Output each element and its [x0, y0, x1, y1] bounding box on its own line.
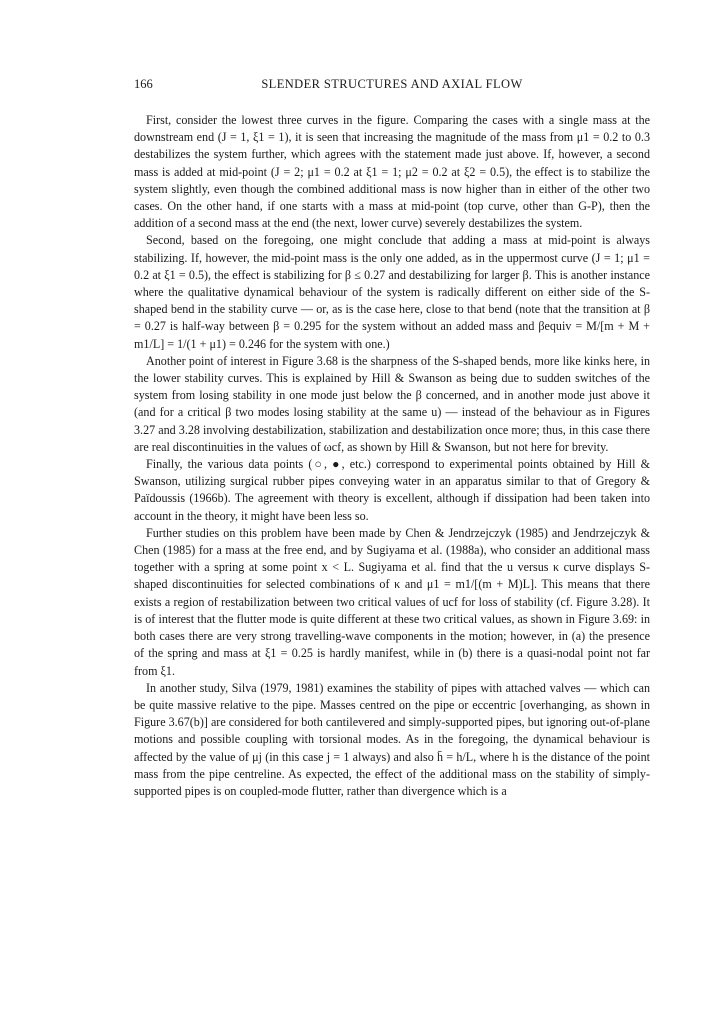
body-text — [134, 112, 650, 800]
page-header — [134, 77, 650, 97]
paragraph: In another study, Silva (1979, 1981) examines the stability of pipes with attached valves — which can be quite massive relative to the pipe. Masses centred on the pipe or eccentric [overhanging, as shown in Figure 3.67(b)] are considered for both cantilevered and simply-supported pipes, but ignoring out-of-plane motions and possible coupling with torsional modes. As in the foregoing, the dynamical behaviour is affected by the value of μj (in this case j = 1 always) and also h̄ = h/L, where h is the distance of the point mass from the pipe centreline. As expected, the effect of the additional mass on the stability of simply-supported pipes is on coupled-mode flutter, rather than divergence which is a — [134, 680, 650, 798]
page-number: 166 — [134, 77, 153, 91]
paragraph: First, consider the lowest three curves in the figure. Comparing the cases with a single mass at the downstream end (J = 1, ξ1 = 1), it is seen that increasing the magnitude of the mass from μ1 = 0.2 to 0.3 destabilizes the system further, which agrees with the statement made just above. If, however, a second mass is added at mid-point (J = 2; μ1 = 0.2 at ξ1 = 1; μ2 = 0.2 at ξ2 = 0.5), the effect is to stabilize the system slightly, even though the combined additional mass is now higher than in either of the other two cases. On the other hand, if one starts with a mass at mid-point (top curve, other than G-P), then the addition of a second mass at the end (the next, lower curve) severely destabilizes the system. — [134, 113, 650, 231]
paragraph: Second, based on the foregoing, one might conclude that adding a mass at mid-point is always stabilizing. If, however, the mid-point mass is the only one added, as in the uppermost curve (J = 1; μ1 = 0.2 at ξ1 = 0.5), the effect is stabilizing for β ≤ 0.27 and destabilizing for larger β. This is another instance where the qualitative dynamical behaviour of the system is radically different on either side of the S-shaped bend in the stability curve — or, as is the case here, close to that bend (note that the transition at β = 0.27 is half-way between β = 0.295 for the system without an added mass and βequiv = M/[m + M + m1/L] = 1/(1 + μ1) = 0.246 for the system with one.) — [134, 233, 650, 351]
running-head: SLENDER STRUCTURES AND AXIAL FLOW — [261, 77, 523, 91]
paragraph: Further studies on this problem have been made by Chen & Jendrzejczyk (1985) and Jendrzejczyk & Chen (1985) for a mass at the free end, and by Sugiyama et al. (1988a), who consider an additional mass together with a spring at some point x < L. Sugiyama et al. find that the u versus κ curve displays S-shaped discontinuities for selected combinations of κ and μ1 = m1/[(m + M)L]. This means that there exists a region of restabilization between two critical values of ucf for loss of stability (cf. Figure 3.28). It is of interest that the flutter mode is quite different at these two critical values, as shown in Figure 3.69: in both cases there are very strong travelling-wave components in the motion; however, in (a) the presence of the spring and mass at ξ1 = 0.25 is hardly manifest, while in (b) there is a quasi-nodal point not far from ξ1. — [134, 525, 650, 678]
paragraph: Another point of interest in Figure 3.68 is the sharpness of the S-shaped bends, more like kinks here, in the lower stability curves. This is explained by Hill & Swanson as being due to sudden switches of the system from losing stability in one mode just below the β concerned, and in another mode just above it (and for a critical β two modes losing stability at the same u) — instead of the behaviour as in Figures 3.27 and 3.28 involving destabilization, stabilization and destabilization once more; thus, in this case there are real discontinuities in the values of ωcf, as shown by Hill & Swanson, but not here for brevity. — [134, 353, 650, 454]
paragraph: Finally, the various data points (○, ●, etc.) correspond to experimental points obtained by Hill & Swanson, utilizing surgical rubber pipes conveying water in an apparatus similar to that of Gregory & Païdoussis (1966b). The agreement with theory is excellent, although if dissipation had been taken into account in the theory, it might have been less so. — [134, 457, 650, 523]
